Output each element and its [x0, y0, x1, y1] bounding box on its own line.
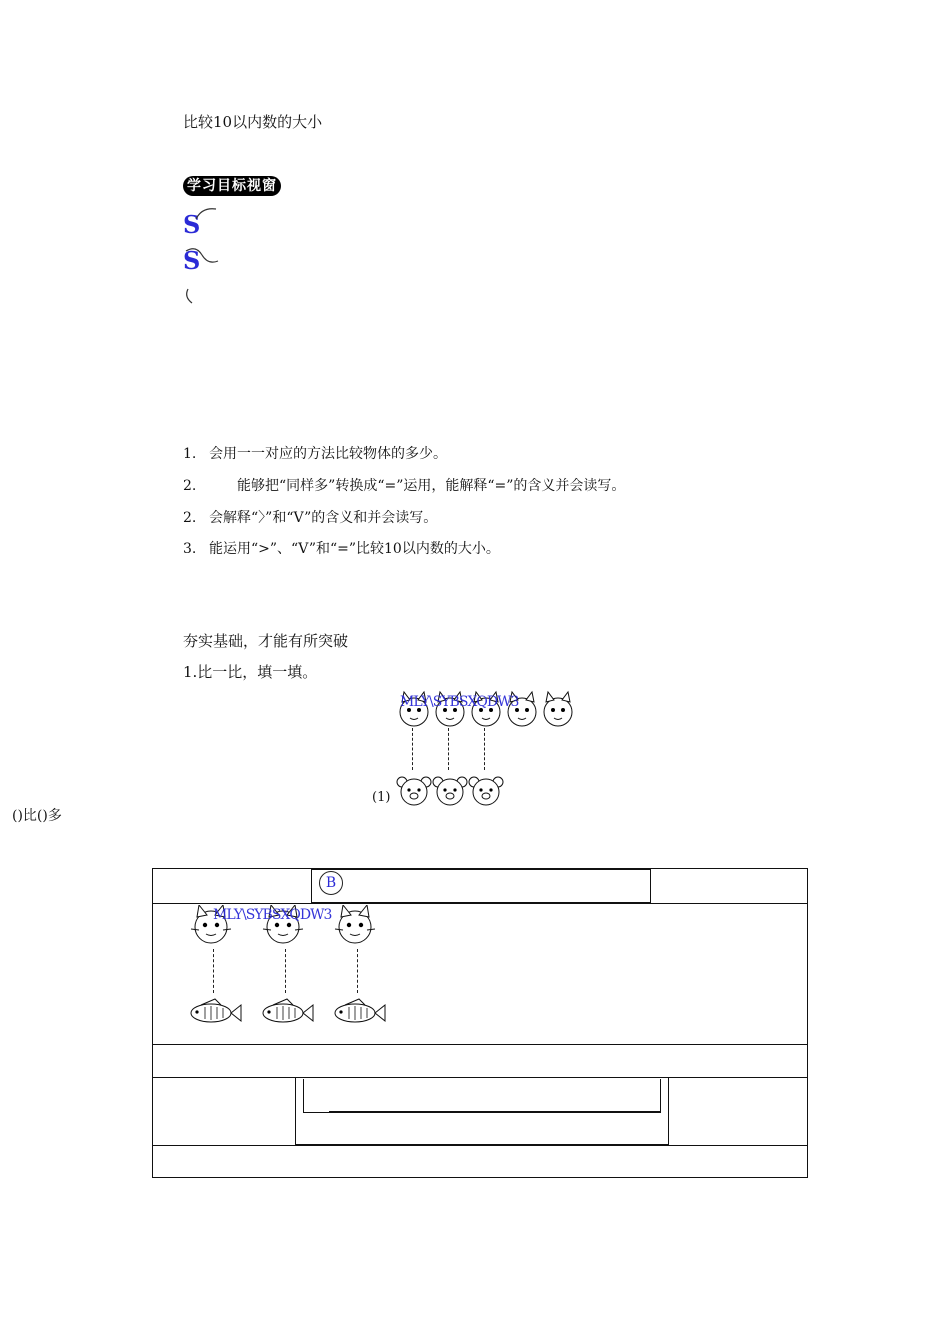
figure-label: (1) [372, 790, 391, 805]
svg-text:S: S [183, 210, 201, 239]
section-heading: 夯实基础，才能有所突破 [183, 632, 349, 650]
fish-icon [263, 999, 313, 1022]
learning-goals-banner: 学习目标视窗 [183, 176, 281, 196]
match-line [213, 949, 214, 993]
fish-row [185, 997, 405, 1031]
fill-blank-answer[interactable]: ()比()多 [12, 808, 62, 824]
fish-icon [335, 999, 385, 1022]
row-divider [153, 903, 807, 904]
match-line [357, 949, 358, 993]
objective-item: 1. 会用一一对应的方法比较物体的多少。 [183, 446, 447, 462]
cat-face-icon [335, 905, 375, 943]
fish-icon [191, 999, 241, 1022]
bear-face-icon [397, 777, 431, 805]
answer-inner-line [329, 1111, 661, 1112]
row-divider [153, 1145, 807, 1146]
objective-item: 2. 能够把“同样多”转换成“=”运用，能解释“=”的含义并会读写。 [183, 478, 626, 494]
match-line [412, 728, 413, 770]
figure-cats-bears [360, 690, 600, 810]
exercise-title: 1.比一比，填一填。 [183, 663, 318, 681]
match-line [285, 949, 286, 993]
svg-text:S: S [183, 246, 201, 275]
page-title: 比较10以内数的大小 [183, 113, 323, 131]
bear-face-icon [433, 777, 467, 805]
header-box [311, 869, 651, 903]
watermark-text: MLY\SYBSXQDW3 [400, 694, 519, 710]
row-divider [153, 1044, 807, 1045]
objective-item: 2. 会解释“〉”和“V”的含义和并会读写。 [183, 510, 438, 526]
watermark-text: MLY\SYBSXQDW3 [213, 907, 332, 923]
cat-face-icon [544, 692, 572, 726]
circle-label: B [319, 871, 343, 895]
exercise-table [152, 868, 808, 1178]
match-line [484, 728, 485, 770]
objective-item: 3. 能运用“>”、“V”和“=”比较10以内数的大小。 [183, 541, 500, 557]
answer-inner-box [303, 1079, 661, 1113]
section-mark-icon [182, 205, 222, 305]
bear-row [396, 774, 516, 808]
bear-face-icon [469, 777, 503, 805]
match-line [448, 728, 449, 770]
